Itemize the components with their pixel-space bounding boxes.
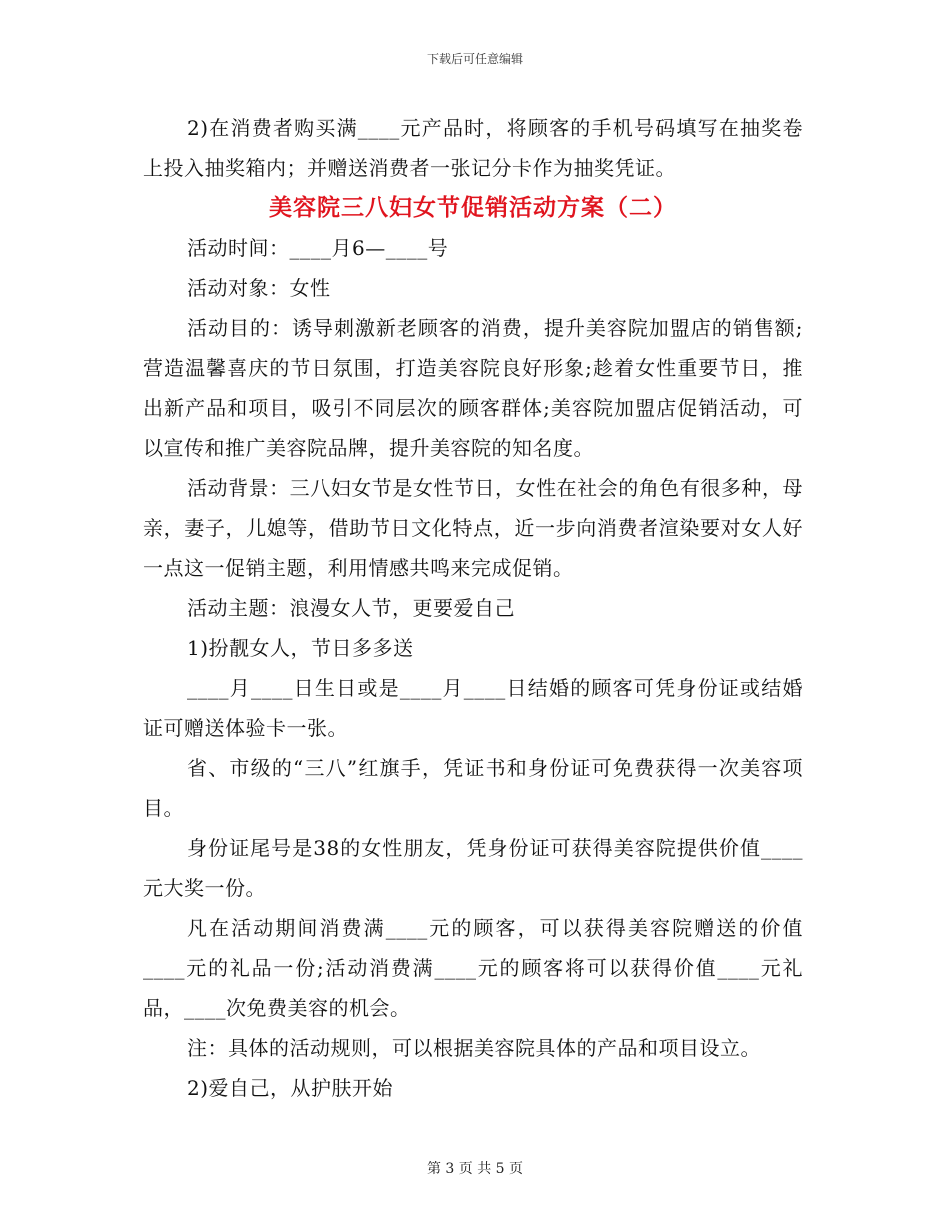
paragraph-note: 注：具体的活动规则，可以根据美容院具体的产品和项目设立。 (187, 1036, 761, 1060)
activity-background: 活动背景：三八妇女节是女性节日，女性在社会的角色有很多种，母亲，妻子，儿媳等，借助节日文化特点，近一步向消费者渲染要对女人好一点这一促销主题，利用情感共鸣来完成促销。 (143, 476, 803, 580)
activity-time: 活动时间：____月6—____号 (187, 236, 449, 260)
page-footer: 第 3 页 共 5 页 (426, 1161, 524, 1177)
page-header: 下载后可任意编辑 (426, 52, 523, 66)
activity-target: 活动对象：女性 (187, 276, 331, 300)
paragraph-birthday: ____月____日生日或是____月____日结婚的顾客可凭身份证或结婚证可赠送体验卡一张。 (143, 676, 803, 740)
paragraph-red-flag: 省、市级的“三八”红旗手，凭证书和身份证可免费获得一次美容项目。 (143, 756, 803, 820)
list-item-2: 2)爱自己，从护肤开始 (187, 1076, 394, 1100)
paragraph-id-tail: 身份证尾号是38的女性朋友，凭身份证可获得美容院提供价值____元大奖一份。 (143, 836, 803, 900)
paragraph-spend: 凡在活动期间消费满____元的顾客，可以获得美容院赠送的价值____元的礼品一份;活动消费满____元的顾客将可以获得价值____元礼品，____次免费美容的机会。 (143, 916, 803, 1020)
activity-theme: 活动主题：浪漫女人节，更要爱自己 (187, 596, 515, 620)
section-title: 美容院三八妇女节促销活动方案（二） (269, 194, 677, 221)
paragraph-lottery: 2)在消费者购买满____元产品时，将顾客的手机号码填写在抽奖卷上投入抽奖箱内；并赠送消费者一张记分卡作为抽奖凭证。 (143, 116, 803, 180)
list-item-1: 1)扮靓女人，节日多多送 (187, 636, 414, 660)
document-body (143, 108, 803, 1108)
activity-purpose: 活动目的：诱导刺激新老顾客的消费，提升美容院加盟店的销售额;营造温馨喜庆的节日氛围，打造美容院良好形象;趁着女性重要节日，推出新产品和项目，吸引不同层次的顾客群体;美容院加盟店促销活动，可以宣传和推广美容院品牌，提升美容院的知名度。 (143, 316, 803, 460)
